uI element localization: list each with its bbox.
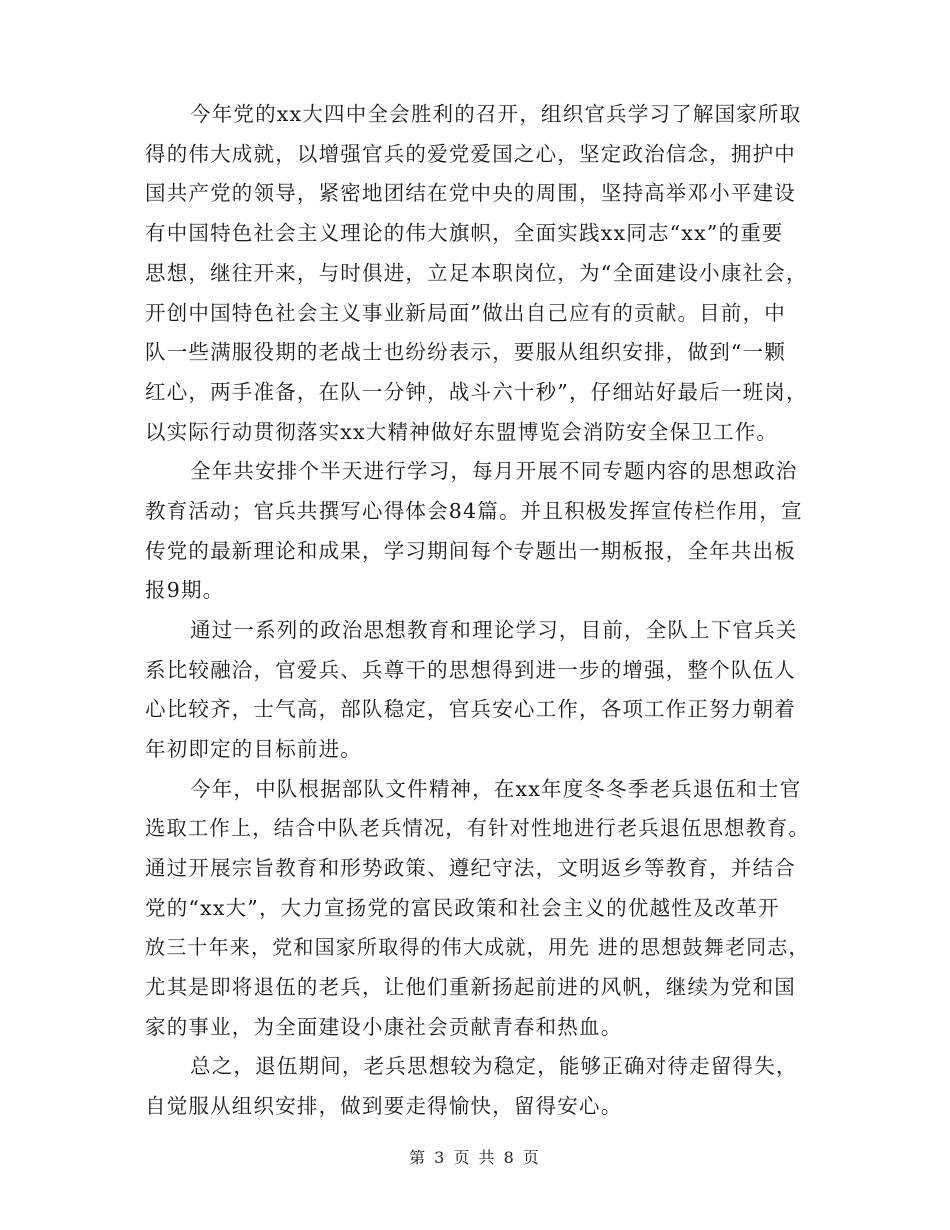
paragraph-line: 得的伟大成就，以增强官兵的爱党爱国之心，坚定政治信念，拥护中 <box>145 142 796 166</box>
paragraph-line: 传党的最新理论和成果，学习期间每个专题出一期板报，全年共出板 <box>145 539 796 563</box>
paragraph-line: 选取工作上，结合中队老兵情况，有针对性地进行老兵退伍思想教育。 <box>145 816 810 840</box>
paragraph-line: 有中国特色社会主义理论的伟大旗帜，全面实践xx同志“xx”的重要 <box>145 221 784 245</box>
paragraph-line: 放三十年来，党和国家所取得的伟大成就，用先 进的思想鼓舞老同志， <box>145 935 810 959</box>
paragraph-line: 党的“xx大”，大力宣扬党的富民政策和社会主义的优越性及改革开 <box>145 896 780 920</box>
paragraph-first-line: 全年共安排个半天进行学习，每月开展不同专题内容的思想政治 <box>190 459 798 483</box>
paragraph-line: 尤其是即将退伍的老兵，让他们重新扬起前进的风帆，继续为党和国 <box>145 975 796 999</box>
paragraph-line: 红心，两手准备，在队一分钟，战斗六十秒”，仔细站好最后一班岗， <box>145 380 808 404</box>
paragraph-line: 思想，继往开来，与时俱进，立足本职岗位，为“全面建设小康社会， <box>145 261 808 285</box>
paragraph-line: 心比较齐，士气高，部队稳定，官兵安心工作，各项工作正努力朝着 <box>145 697 796 721</box>
paragraph-first-line: 通过一系列的政治思想教育和理论学习，目前，全队上下官兵关 <box>190 618 798 642</box>
paragraph-first-line: 今年党的xx大四中全会胜利的召开，组织官兵学习了解国家所取 <box>190 102 802 126</box>
paragraph-line: 开创中国特色社会主义事业新局面”做出自己应有的贡献。目前，中 <box>145 301 786 325</box>
paragraph-line: 自觉服从组织安排，做到要走得愉快，留得安心。 <box>145 1094 623 1118</box>
paragraph-line: 年初即定的目标前进。 <box>145 737 362 761</box>
paragraph-line: 系比较融洽，官爱兵、兵尊干的思想得到进一步的增强，整个队伍人 <box>145 658 796 682</box>
paragraph-line: 队一些满服役期的老战士也纷纷表示，要服从组织安排，做到“一颗 <box>145 340 786 364</box>
paragraph-line: 以实际行动贯彻落实xx大精神做好东盟博览会消防安全保卫工作。 <box>145 420 779 444</box>
paragraph-line: 国共产党的领导，紧密地团结在党中央的周围，坚持高举邓小平建设 <box>145 181 796 205</box>
page-footer: 第 3 页 共 8 页 <box>409 1148 541 1167</box>
paragraph-first-line: 总之，退伍期间，老兵思想较为稳定，能够正确对待走留得失， <box>190 1054 798 1078</box>
paragraph-line: 报9期。 <box>145 578 225 602</box>
paragraph-line: 通过开展宗旨教育和形势政策、遵纪守法，文明返乡等教育，并结合 <box>145 856 796 880</box>
paragraph-line: 家的事业，为全面建设小康社会贡献青春和热血。 <box>145 1015 623 1039</box>
paragraph-line: 教育活动；官兵共撰写心得体会84篇。并且积极发挥宣传栏作用，宣 <box>145 499 803 523</box>
paragraph-first-line: 今年，中队根据部队文件精神，在xx年度冬冬季老兵退伍和士官 <box>190 777 802 801</box>
